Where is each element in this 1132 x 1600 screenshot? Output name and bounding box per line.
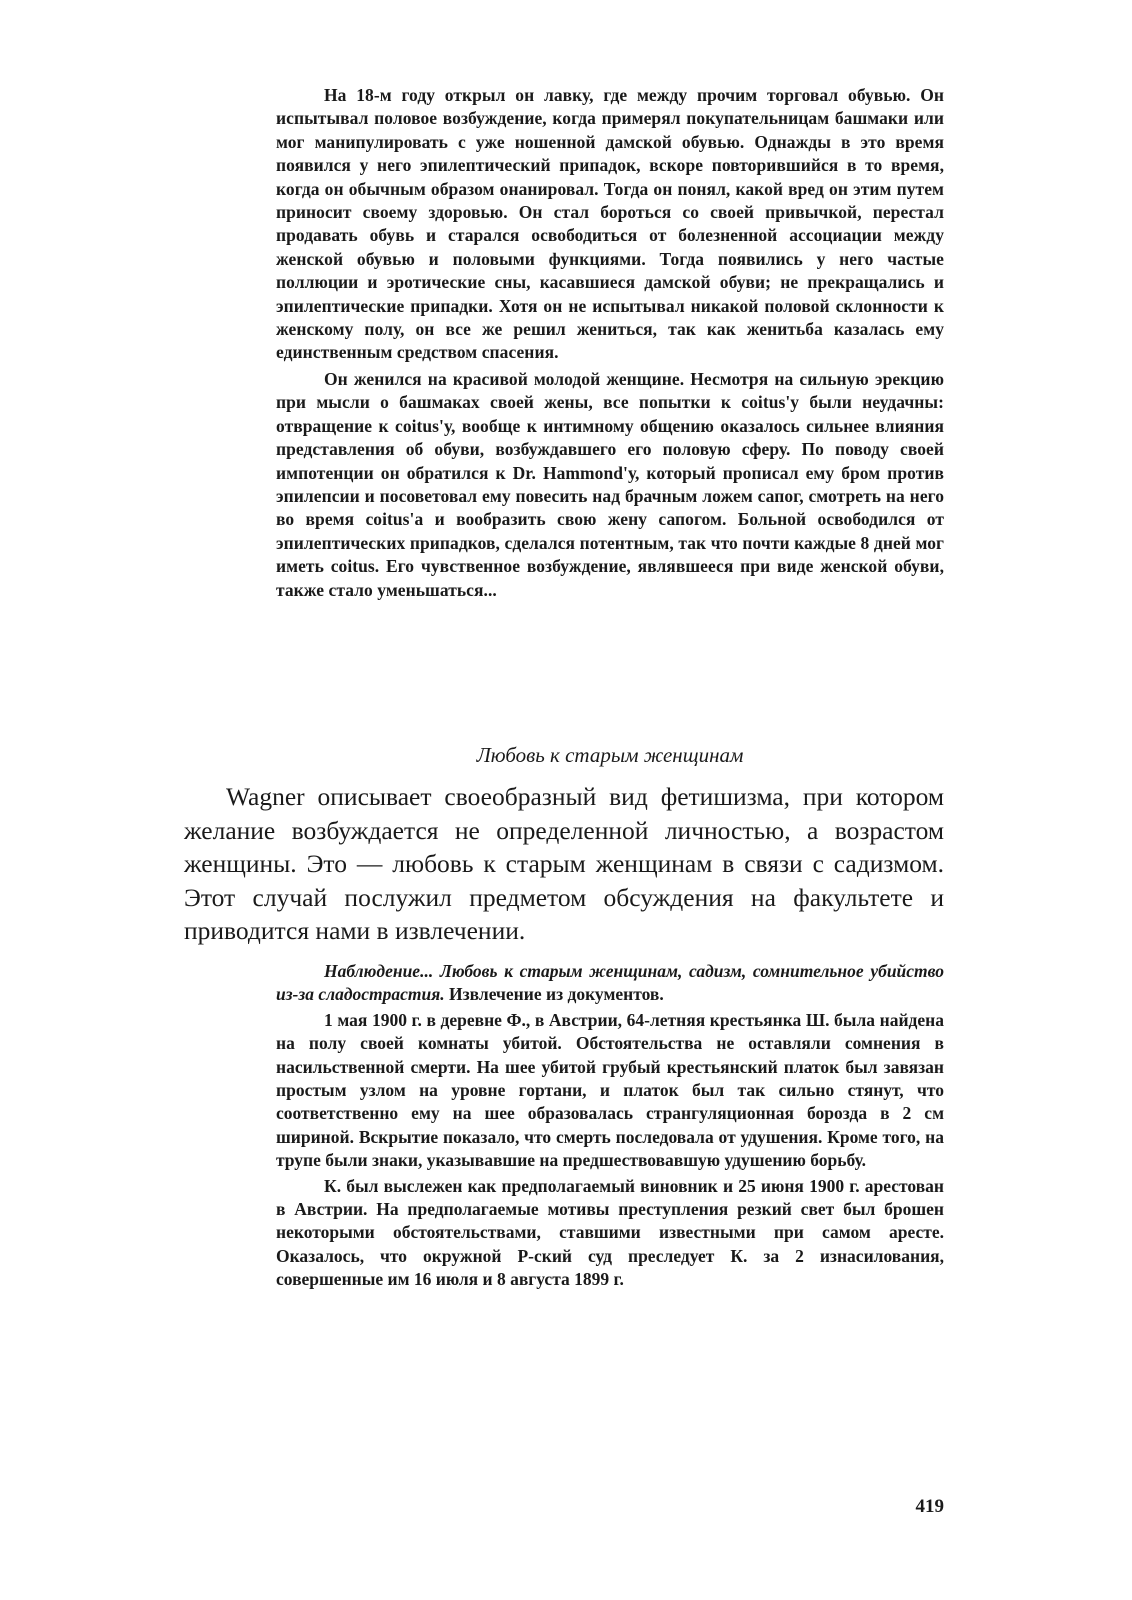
page-number: 419 (915, 1496, 944, 1517)
section-heading: Любовь к старым женщинам (476, 743, 744, 767)
paragraph: К. был выслежен как предполагаемый виновник и 25 июня 1900 г. арестован в Австрии. На предполагаемые мотивы преступления резкий свет был брошен некоторыми обстоятельствами, ставшими известными при самом аресте. Оказалось, что окружной Р-ский суд преследует К. за 2 изнасилования, совершенные им 16 июля и 8 августа 1899 г. (276, 1175, 944, 1290)
paragraph: Он женился на красивой молодой женщине. Несмотря на сильную эрекцию при мысли о башмаках своей жены, все попытки к coitus'у были неудачны: отвращение к coitus'у, вообще к интимному общению оказалось сильнее влияния представления об обуви, возбуждавшего его половую сферу. По поводу своей импотенции он обратился к Dr. Hammond'у, который прописал ему бром против эпилепсии и посоветовал ему повесить над брачным ложем сапог, смотреть на него во время coitus'а и вообразить свою жену сапогом. Больной освободился от эпилептических припадков, сделался потентным, так что почти каждые 8 дней мог иметь coitus. Его чувственное возбуждение, являвшееся при виде женской обуви, также стало уменьшаться... (276, 368, 944, 600)
observation-title: Наблюдение... Любовь к старым женщинам, садизм, сомнительное убийство из-за сладострастия. (276, 961, 944, 1005)
observation-block (276, 960, 944, 1292)
intro-paragraph: Wagner описывает своеобразный вид фетишизма, при котором желание возбуждается не определенной личностью, а возрастом женщины. Это — любовь к старым женщинам в связи с садизмом. Этот случай послужил предметом обсуждения на факультете и приводится нами в извлечении. (184, 782, 944, 945)
paragraph: 1 мая 1900 г. в деревне Ф., в Австрии, 64-летняя крестьянка Ш. была найдена на полу своей комнаты убитой. Обстоятельства не оставляли сомнения в насильственной смерти. На шее убитой грубый крестьянский платок был завязан простым узлом на уровне гортани, и платок был так сильно стянут, что соответственно ему на шее образовалась странгуляционная борозда в 2 см шириной. Вскрытие показало, что смерть последовала от удушения. Кроме того, на трупе были знаки, указывавшие на предшествовавшую удушению борьбу. (276, 1009, 944, 1171)
continued-case-text (276, 84, 944, 602)
paragraph: На 18-м году открыл он лавку, где между прочим торговал обувью. Он испытывал половое возбуждение, когда примерял покупательницам башмаки или мог манипулировать с уже ношенной дамской обувью. Однажды в это время появился у него эпилептический припадок, вскоре повторившийся в то время, когда он обычным образом онанировал. Тогда он понял, какой вред он этим путем приносит своему здоровью. Он стал бороться со своей привычкой, перестал продавать обувь и старался освободиться от болезненной ассоциации между женской обувью и половыми функциями. Тогда появились у него частые поллюции и эротические сны, касавшиеся дамской обуви; не прекращались и эпилептические припадки. Хотя он не испытывал никакой половой склонности к женскому полу, он все же решил жениться, так как женитьба казалась ему единственным средством спасения. (276, 85, 944, 363)
observation-subtitle: Извлечение из документов. (444, 984, 664, 1005)
observation-heading-paragraph (276, 960, 944, 1007)
